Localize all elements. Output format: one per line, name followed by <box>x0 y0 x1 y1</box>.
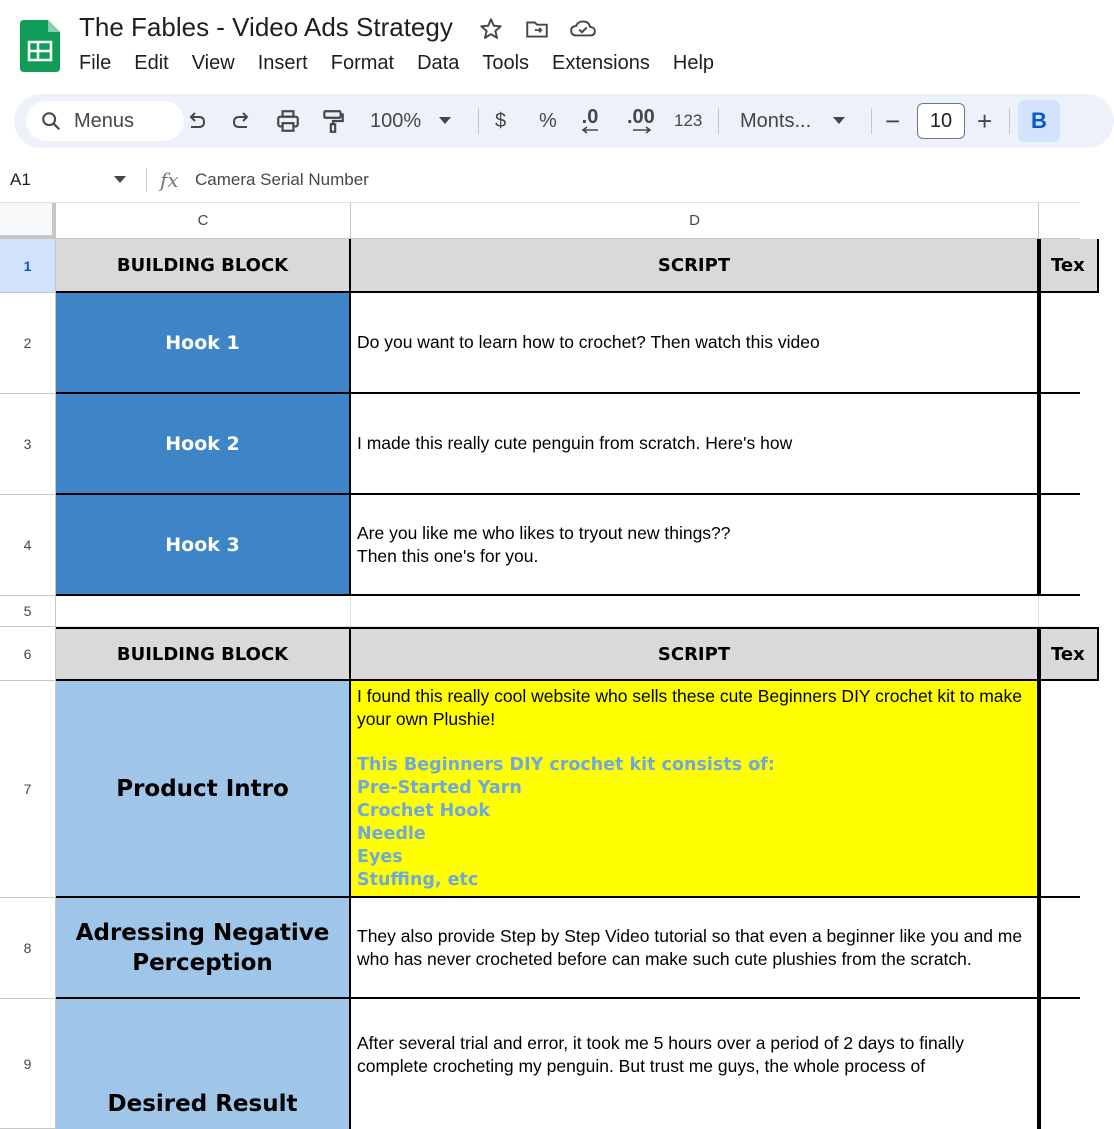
font-size-input[interactable]: 10 <box>917 103 965 139</box>
cell-e3[interactable] <box>1039 394 1080 495</box>
toolbar-divider <box>1009 108 1010 134</box>
cell-e6-header[interactable]: Tex <box>1039 627 1099 681</box>
menu-file[interactable]: File <box>79 52 112 74</box>
percent-format-button[interactable]: % <box>539 109 557 132</box>
script-line: Are you like me who likes to tryout new things?? <box>357 522 731 543</box>
row-header-2[interactable]: 2 <box>0 293 56 394</box>
select-all-corner[interactable] <box>0 203 56 239</box>
decrease-decimal-button[interactable] <box>580 94 600 148</box>
row-header-5[interactable]: 5 <box>0 596 56 627</box>
script-intro: I found this really cool website who sells these cute Beginners DIY crochet kit to make your own Plushie! <box>357 686 1023 729</box>
cell-c3-hook[interactable]: Hook 2 <box>56 394 351 495</box>
chevron-down-icon[interactable] <box>114 176 126 184</box>
print-icon[interactable] <box>275 94 301 148</box>
undo-icon[interactable] <box>184 94 208 148</box>
kit-line: This Beginners DIY crochet kit consists of: <box>357 755 775 775</box>
zoom-select[interactable] <box>370 94 451 148</box>
cell-d8-script[interactable] <box>351 898 1039 999</box>
font-select[interactable] <box>740 94 845 148</box>
cell-c6-header[interactable]: BUILDING BLOCK <box>56 627 351 681</box>
cell-e2[interactable] <box>1039 293 1080 394</box>
toolbar-divider <box>718 108 719 134</box>
toolbar <box>14 94 1114 148</box>
row-header-9[interactable]: 9 <box>0 999 56 1129</box>
paint-format-icon[interactable] <box>320 94 346 148</box>
cell-d6-header[interactable]: SCRIPT <box>351 627 1039 681</box>
column-header-c[interactable]: C <box>56 203 351 239</box>
formula-input[interactable]: Camera Serial Number <box>195 170 369 189</box>
cell-c5[interactable] <box>56 596 351 627</box>
kit-line: Eyes <box>357 847 403 867</box>
column-header-d[interactable]: D <box>351 203 1039 239</box>
name-box[interactable]: A1 <box>10 170 31 189</box>
cell-c9-block[interactable]: Desired Result <box>56 999 351 1129</box>
row-header-3[interactable]: 3 <box>0 394 56 495</box>
menu-tools[interactable]: Tools <box>482 52 530 74</box>
cell-c4-hook[interactable]: Hook 3 <box>56 495 351 596</box>
cell-c1-header[interactable]: BUILDING BLOCK <box>56 239 351 293</box>
bold-button[interactable]: B <box>1018 100 1060 142</box>
row-header-8[interactable]: 8 <box>0 898 56 999</box>
script-text: After several trial and error, it took me 5 hours over a period of 2 days to finally complete crocheting my penguin. But trust me guys, the whole process of <box>357 1033 964 1076</box>
script-line: Then this one's for you. <box>357 545 539 566</box>
search-icon <box>40 110 62 132</box>
row-header-6[interactable]: 6 <box>0 627 56 681</box>
spreadsheet-grid <box>0 203 1085 1117</box>
cell-c8-block[interactable]: Adressing Negative Perception <box>56 898 351 999</box>
cell-c2-hook[interactable]: Hook 1 <box>56 293 351 394</box>
font-value: Monts... <box>740 109 812 132</box>
decrease-font-size-button[interactable]: − <box>885 105 901 136</box>
fx-icon: fx <box>160 168 179 192</box>
menu-help[interactable]: Help <box>672 52 715 74</box>
spacer <box>357 731 1031 754</box>
cell-d1-header[interactable]: SCRIPT <box>351 239 1039 293</box>
currency-format-button[interactable]: $ <box>495 109 507 132</box>
increase-font-size-button[interactable]: + <box>977 105 993 136</box>
move-folder-icon[interactable] <box>522 14 552 44</box>
cell-e9[interactable] <box>1039 999 1080 1129</box>
cell-e1-header[interactable]: Tex <box>1039 239 1099 293</box>
document-title[interactable]: The Fables - Video Ads Strategy <box>79 12 453 42</box>
increase-decimal-button[interactable] <box>627 94 655 148</box>
script-text: They also provide Step by Step Video tutorial so that even a beginner like you and me who has never crocheted before can make such cute plushies from the scratch. <box>357 925 1023 969</box>
search-menus[interactable] <box>26 101 184 141</box>
cell-e7[interactable] <box>1039 681 1080 898</box>
menu-extensions[interactable]: Extensions <box>552 52 650 74</box>
toolbar-divider <box>478 108 479 134</box>
cell-e5[interactable] <box>1039 596 1080 627</box>
menu-format[interactable]: Format <box>330 52 395 74</box>
formula-divider <box>146 168 147 192</box>
arrow-left-icon <box>580 126 600 134</box>
title-bar <box>0 0 1080 92</box>
cell-d4-script[interactable] <box>351 495 1039 596</box>
toolbar-divider <box>871 108 872 134</box>
cell-d9-script[interactable] <box>351 999 1039 1129</box>
column-header-e[interactable] <box>1039 203 1080 239</box>
star-icon[interactable] <box>476 14 506 44</box>
row-header-1[interactable]: 1 <box>0 239 56 293</box>
menu-edit[interactable]: Edit <box>134 52 169 74</box>
cell-d5[interactable] <box>351 596 1039 627</box>
cell-e8[interactable] <box>1039 898 1080 999</box>
increase-decimal-label: .00 <box>627 106 655 128</box>
chevron-down-icon <box>833 117 845 125</box>
kit-line: Crochet Hook <box>357 801 490 821</box>
number-format-button[interactable]: 123 <box>674 111 703 130</box>
redo-icon[interactable] <box>230 94 254 148</box>
menu-insert[interactable]: Insert <box>257 52 308 74</box>
row-header-7[interactable]: 7 <box>0 681 56 898</box>
search-menus-label: Menus <box>74 109 135 132</box>
cell-d7-script[interactable] <box>351 681 1039 898</box>
cell-d3-script[interactable] <box>351 394 1039 495</box>
script-line: I made this really cute penguin from scratch. Here's how <box>357 433 793 453</box>
cloud-status-icon[interactable] <box>568 14 598 44</box>
menu-data[interactable]: Data <box>417 52 460 74</box>
menu-view[interactable]: View <box>191 52 235 74</box>
kit-line: Stuffing, etc <box>357 870 479 890</box>
script-line: Do you want to learn how to crochet? Then watch this video <box>357 332 820 352</box>
zoom-value: 100% <box>370 109 422 132</box>
kit-line: Pre-Started Yarn <box>357 778 522 798</box>
cell-e4[interactable] <box>1039 495 1080 596</box>
formula-bar <box>0 158 1080 203</box>
kit-line: Needle <box>357 824 426 844</box>
cell-d2-script[interactable] <box>351 293 1039 394</box>
menu-bar <box>79 52 737 75</box>
sheets-logo-icon[interactable] <box>20 20 60 72</box>
chevron-down-icon <box>439 117 451 125</box>
row-header-4[interactable]: 4 <box>0 495 56 596</box>
decrease-decimal-label: .0 <box>581 106 599 128</box>
arrow-right-icon <box>629 126 653 134</box>
cell-c7-block[interactable]: Product Intro <box>56 681 351 898</box>
